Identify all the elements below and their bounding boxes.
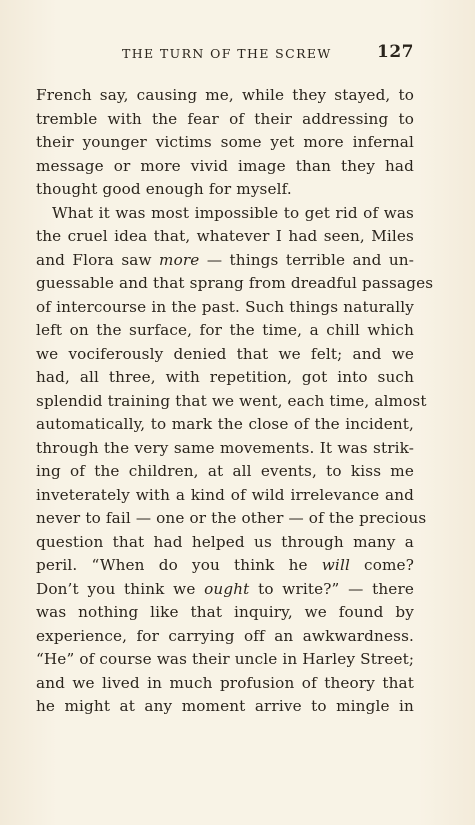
text-line-1: French say, causing me, while they stayed, to bbox=[36, 86, 414, 104]
text-line-21-part-2: come? bbox=[349, 556, 414, 574]
text-line-26: and we lived in much profusion of theory that bbox=[36, 673, 414, 692]
text-line-22-part-2: to write?” — there bbox=[249, 579, 414, 598]
text-line-3: their younger victims some yet more infernal bbox=[36, 133, 414, 151]
text-line-22-part-1: Don’t you think we bbox=[36, 579, 205, 598]
emphasized-ought: ought bbox=[204, 579, 250, 598]
text-line-24: experience, for carrying off an awkwardness. bbox=[36, 626, 414, 645]
text-line-15: automatically, to mark the close of the incident, bbox=[36, 415, 414, 433]
text-line-6: What it was most impossible to get rid of was bbox=[52, 203, 414, 222]
text-line-5: thought good enough for myself. bbox=[36, 180, 292, 198]
text-line-23: was nothing like that inquiry, we found by bbox=[36, 603, 414, 621]
text-line-9: guessable and that sprang from dreadful passages bbox=[36, 274, 434, 292]
text-line-7: the cruel idea that, whatever I had seen, Miles bbox=[36, 227, 414, 245]
page-number: 127 bbox=[377, 42, 414, 62]
text-line-21-part-1: peril. “When do you think he bbox=[36, 556, 322, 574]
page-header bbox=[36, 42, 414, 66]
text-line-13: had, all three, with repetition, got into such bbox=[36, 368, 414, 386]
text-line-10: of intercourse in the past. Such things naturally bbox=[36, 297, 414, 316]
text-line-19: never to fail — one or the other — of the precious bbox=[36, 509, 427, 527]
text-line-18: inveterately with a kind of wild irrelevance and bbox=[36, 485, 414, 504]
emphasized-will: will bbox=[321, 556, 350, 574]
text-line-27: he might at any moment arrive to mingle in bbox=[36, 697, 414, 715]
text-line-22 bbox=[36, 578, 414, 602]
text-line-8 bbox=[36, 249, 414, 273]
text-line-14: splendid training that we went, each time, almost bbox=[36, 391, 427, 410]
text-line-11: left on the surface, for the time, a chill which bbox=[36, 321, 414, 339]
text-line-8-part-2: — things terrible and un- bbox=[199, 250, 414, 269]
text-line-12: we vociferously denied that we felt; and we bbox=[36, 344, 414, 363]
emphasized-more: more bbox=[159, 250, 200, 269]
text-line-4: message or more vivid image than they had bbox=[36, 156, 414, 175]
body-text bbox=[36, 84, 434, 719]
text-line-17: ing of the children, at all events, to kiss me bbox=[36, 462, 414, 480]
text-line-2: tremble with the fear of their addressing to bbox=[36, 109, 414, 128]
text-line-25: “He” of course was their uncle in Harley Street; bbox=[36, 650, 415, 668]
text-line-20: question that had helped us through many a bbox=[36, 532, 414, 551]
text-line-8-part-1: and Flora saw bbox=[36, 250, 160, 269]
text-line-16: through the very same movements. It was strik- bbox=[36, 438, 414, 457]
text-line-21 bbox=[36, 554, 414, 578]
running-head: THE TURN OF THE SCREW bbox=[122, 46, 332, 61]
